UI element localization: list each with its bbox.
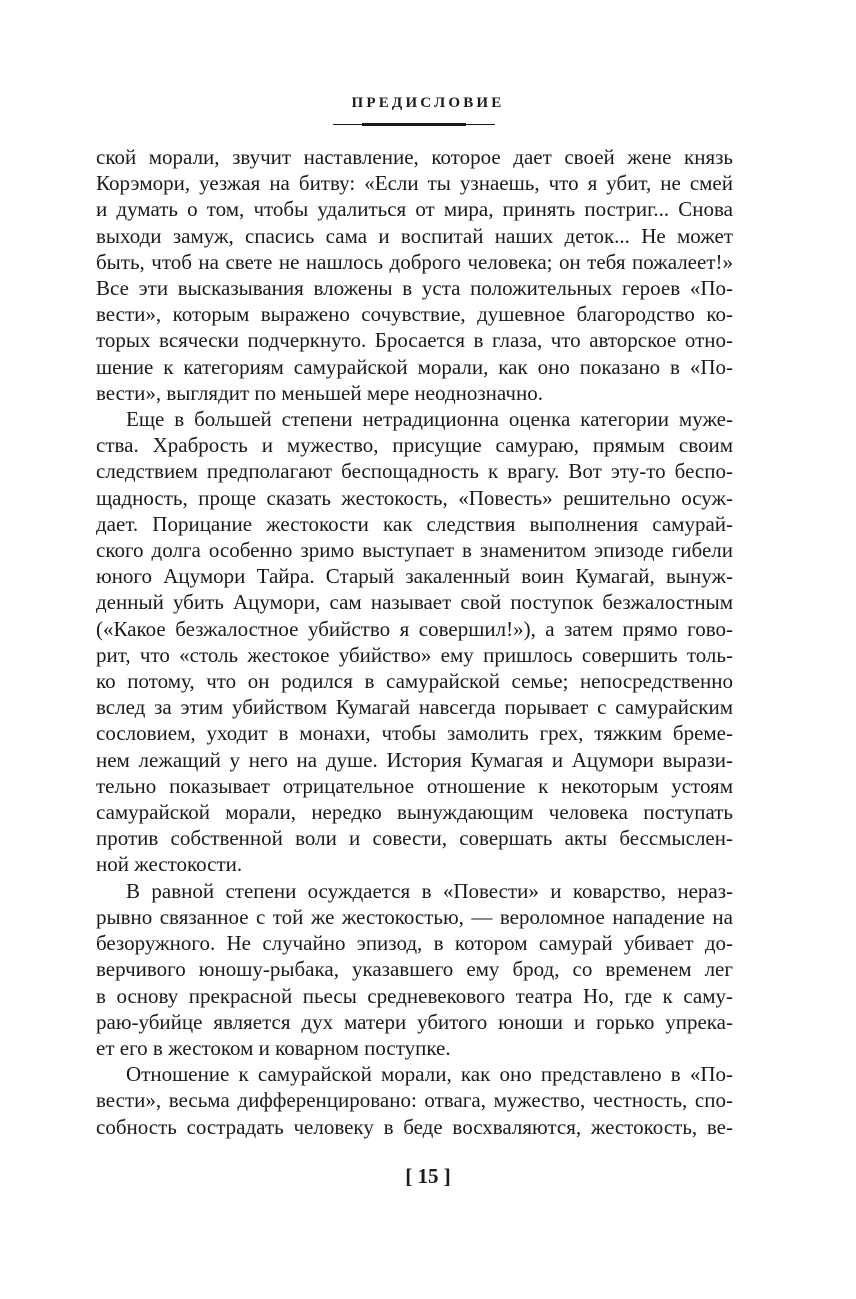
text-line: щадность, проще сказать жестокость, «Повесть» решительно осуж- — [96, 485, 733, 510]
page-number: [ 15 ] — [405, 1164, 451, 1188]
text-line: денный убить Ацумори, сам называет свой поступок безжалостным — [96, 590, 733, 615]
text-line: Отношение к самурайской морали, как оно представлено в «По- — [126, 1062, 733, 1087]
text-line: ского долга особенно зримо выступает в знаменитом эпизоде гибели — [96, 538, 733, 563]
text-line: Еще в большей степени нетрадиционна оценка категории муже- — [126, 407, 733, 432]
text-line: быть, чтоб на свете не нашлось доброго человека; он тебя пожалеет!» — [96, 249, 733, 274]
text-line: против собственной воли и совести, совершать акты бессмыслен- — [96, 826, 733, 851]
text-line: сословием, уходит в монахи, чтобы замолить грех, тяжким бреме- — [96, 721, 733, 746]
text-line: самурайской морали, нередко вынуждающим человека поступать — [96, 800, 733, 825]
text-line: вести», весьма дифференцировано: отвага, мужество, честность, спо- — [96, 1088, 733, 1113]
text-line: раю-убийце является дух матери убитого юноши и горько упрека- — [96, 1009, 733, 1034]
text-line: Корэмори, уезжая на битву: «Если ты узнаешь, что я убит, не смей — [96, 171, 733, 196]
text-line: Все эти высказывания вложены в уста положительных героев «По- — [96, 276, 733, 301]
text-line: торых всячески подчеркнуто. Бросается в глаза, что авторское отно- — [96, 328, 733, 353]
text-line: дает. Порицание жестокости как следствия выполнения самурай- — [96, 511, 733, 536]
text-line: В равной степени осуждается в «Повести» и коварство, нераз- — [126, 878, 733, 903]
text-line: ной жестокости. — [96, 852, 243, 877]
text-line: рывно связанное с той же жестокостью, — вероломное нападение на — [96, 904, 733, 929]
paragraph — [96, 878, 733, 1061]
text-line: вести», которым выражено сочувствие, душевное благородство ко- — [96, 302, 733, 327]
text-line: верчивого юношу-рыбака, указавшего ему брод, со временем лег — [96, 957, 733, 982]
text-line: («Какое безжалостное убийство я совершил!»), а затем прямо гово- — [96, 616, 733, 641]
text-line: нем лежащий у него на душе. История Кумагая и Ацумори вырази- — [96, 747, 733, 772]
text-line: вести», выглядит по меньшей мере неоднозначно. — [96, 380, 543, 405]
running-title: ПРЕДИСЛОВИЕ — [351, 95, 505, 111]
text-line: ской морали, звучит наставление, которое дает своей жене князь — [96, 145, 733, 169]
text-line: юного Ацумори Тайра. Старый закаленный воин Кумагай, вынуж- — [96, 564, 733, 589]
header-rule-accent — [362, 123, 466, 126]
text-line: и думать о том, чтобы удалиться от мира, принять постриг... Снова — [96, 197, 733, 222]
body-text — [96, 144, 733, 1140]
text-line: выходи замуж, спасись сама и воспитай наших деток... Не может — [96, 223, 733, 248]
text-line: вслед за этим убийством Кумагай навсегда порывает с самурайским — [96, 695, 733, 720]
paragraph — [96, 406, 733, 878]
text-line: ко потому, что он родился в самурайской семье; непосредственно — [96, 669, 733, 694]
text-line: безоружного. Не случайно эпизод, в котором самурай убивает до- — [96, 931, 733, 956]
paragraph — [96, 144, 733, 406]
paragraph — [96, 1061, 733, 1140]
text-line: ства. Храбрость и мужество, присущие самураю, прямым своим — [96, 433, 733, 458]
text-line: рит, что «столь жестокое убийство» ему пришлось совершить толь- — [96, 642, 733, 667]
text-line: в основу прекрасной пьесы средневекового театра Но, где к саму- — [96, 983, 733, 1008]
text-line: ет его в жестоком и коварном поступке. — [96, 1035, 451, 1060]
text-line: собность сострадать человеку в беде восхваляются, жестокость, ве- — [96, 1114, 733, 1139]
text-line: тельно показывает отрицательное отношение к некоторым устоям — [96, 773, 733, 798]
text-line: шение к категориям самурайской морали, как оно показано в «По- — [96, 354, 733, 379]
text-line: следствием предполагают беспощадность к врагу. Вот эту-то беспо- — [96, 459, 733, 484]
